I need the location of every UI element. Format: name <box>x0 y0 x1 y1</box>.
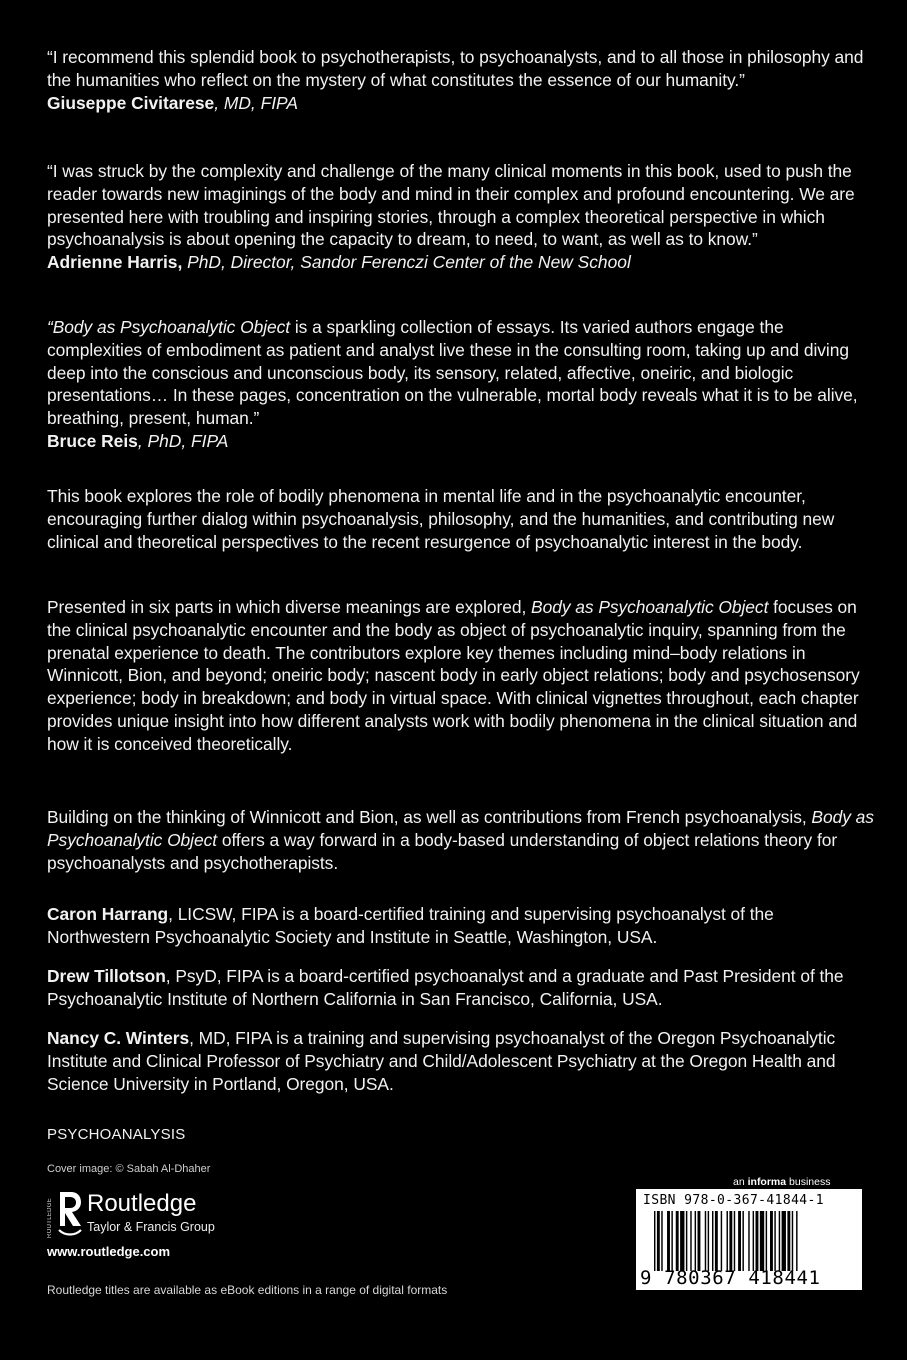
reviewer-credentials: , MD, FIPA <box>214 92 298 113</box>
barcode-bar <box>748 1211 749 1271</box>
barcode-bar <box>796 1211 797 1271</box>
barcode-bar <box>695 1211 696 1271</box>
quote-open: “ <box>47 317 53 337</box>
barcode-bar <box>721 1211 722 1271</box>
author-bio-text <box>47 965 875 1011</box>
barcode-bar <box>680 1211 684 1271</box>
praise-quote-2 <box>47 160 875 274</box>
praise-quote-1 <box>47 46 875 114</box>
barcode-bar <box>770 1211 773 1271</box>
author-name: Nancy C. Winters <box>47 1028 190 1048</box>
text-run: Building on the thinking of Winnicott and Bion, as well as contributions from French psychoanalysis, <box>47 807 812 827</box>
book-title: Body as Psychoanalytic Object <box>47 807 874 850</box>
book-title: Body as Psychoanalytic Object <box>531 597 769 617</box>
ebook-note: Routledge titles are available as eBook editions in a range of digital formats <box>47 1283 448 1297</box>
subject-category: PSYCHOANALYSIS <box>47 1126 186 1143</box>
isbn-digits: 9 780367 418441 <box>640 1267 821 1289</box>
logo-side-text: ROUTLEDGE <box>47 1197 53 1238</box>
text-run: Presented in six parts in which diverse meanings are explored, <box>47 597 532 617</box>
barcode-bar <box>760 1211 764 1271</box>
barcode-bar <box>671 1211 672 1271</box>
cover-credit: Cover image: © Sabah Al-Dhaher <box>47 1163 211 1175</box>
barcode-bar <box>676 1211 679 1271</box>
barcode-bar <box>667 1211 670 1271</box>
author-name: Caron Harrang <box>47 904 169 924</box>
barcode-bar <box>690 1211 691 1271</box>
barcode-bar <box>756 1211 759 1271</box>
isbn-barcode <box>636 1189 862 1290</box>
description-paragraph-3 <box>47 806 875 874</box>
description-paragraph-1 <box>47 485 875 553</box>
barcode-bar <box>774 1211 775 1271</box>
barcode-bar <box>727 1211 728 1271</box>
quote-attribution <box>47 92 875 115</box>
author-bio-1 <box>47 903 875 949</box>
quote-body: is a sparkling collection of essays. Its varied authors engage the complexities of embodiment as patient and analyst live these in the consulting room, taking up and diving deep into the conscious and unconscious body, its sensory, related, affective, oneiric, and biologic presentations… In these pages, concentration on the vulnerable, mortal body reveals what it is to be alive, breathing, present, human.” <box>47 317 858 429</box>
publisher-group: Taylor & Francis Group <box>87 1220 215 1234</box>
informa-prefix: an <box>733 1176 748 1188</box>
barcode-bar <box>753 1211 754 1271</box>
author-name: Drew Tillotson <box>47 966 166 986</box>
informa-tagline <box>733 1176 830 1188</box>
author-bio: , LICSW, FIPA is a board-certified training and supervising psychoanalyst of the Northwestern Psychoanalytic Society and Institute in Seattle, Washington, USA. <box>47 904 774 947</box>
barcode-bar <box>742 1211 743 1271</box>
barcode-bar <box>729 1211 732 1271</box>
barcode-bar <box>782 1211 786 1271</box>
quote-text: “I recommend this splendid book to psychotherapists, to psychoanalysts, and to all those in philosophy and the humanities who reflect on the mystery of what constitutes the essence of our humanity.” <box>47 47 864 90</box>
author-bio-3 <box>47 1027 875 1095</box>
description-text: This book explores the role of bodily phenomena in mental life and in the psychoanalytic encounter, encouraging further dialog within psychoanalysis, philosophy, and the humanities, and contributing new clinical and theoretical perspectives to the recent resurgence of psychoanalytic interest in the body. <box>47 486 835 552</box>
barcode-bar <box>654 1211 655 1271</box>
barcode-bar <box>766 1211 767 1271</box>
quote-attribution <box>47 251 875 274</box>
quote-book-title: Body as Psychoanalytic Object <box>52 317 291 337</box>
praise-quote-3 <box>47 316 875 453</box>
publisher-website[interactable]: www.routledge.com <box>47 1244 171 1259</box>
barcode-bar <box>657 1211 660 1271</box>
barcode-bar <box>787 1211 790 1271</box>
quote-text <box>47 316 875 430</box>
barcode-bar <box>712 1211 713 1271</box>
informa-brand: informa <box>747 1176 787 1188</box>
reviewer-credentials: , PhD, FIPA <box>137 430 229 451</box>
barcode-bar <box>792 1211 793 1271</box>
reviewer-name: Giuseppe Civitarese <box>47 92 215 113</box>
reviewer-name: Bruce Reis <box>47 430 138 451</box>
barcode-bar <box>708 1211 709 1271</box>
barcode-bar <box>661 1211 662 1271</box>
text-run: focuses on the clinical psychoanalytic encounter and the body as object of psychoanalytic inquiry, spanning from the prenatal experience to death. The contributors explore key themes including mind–body relations in Winnicott, Bion, and beyond; oneiric body; nascent body in early object relations; body and psychosensory experience; body in breakdown; and body in virtual space. With clinical vignettes throughout, each chapter provides unique insight into how different analysts work with bodily phenomena in the clinical situation and how it is conceived theoretically. <box>47 597 860 754</box>
barcode-bar <box>715 1211 718 1271</box>
routledge-r-icon <box>57 1190 83 1238</box>
barcode-bar <box>698 1211 701 1271</box>
barcode-bar <box>705 1211 706 1271</box>
author-bio: , MD, FIPA is a training and supervising psychoanalyst of the Oregon Psychoanalytic Institute and Clinical Professor of Psychiatry and Child/Adolescent Psychiatry at the Oregon Health and Science University in Portland, Oregon, USA. <box>47 1028 836 1094</box>
reviewer-name: Adrienne Harris, <box>47 252 183 273</box>
quote-text: “I was struck by the complexity and challenge of the many clinical moments in this book, used to push the reader towards new imaginings of the body and mind in their complex and profound encountering. We are presented here with troubling and inspiring stories, through a complex theoretical perspective in which psychoanalysis is about opening the capacity to dream, to need, to want, as well as to know.” <box>47 161 855 250</box>
barcode-bars <box>654 1211 854 1271</box>
barcode-bar <box>738 1211 741 1271</box>
text-run: offers a way forward in a body-based understanding of object relations theory for psychoanalysts and psychotherapists. <box>47 829 838 873</box>
author-bio: , PsyD, FIPA is a board-certified psychoanalyst and a graduate and Past President of the Psychoanalytic Institute of Northern California in San Francisco, California, USA. <box>47 966 844 1009</box>
barcode-bar <box>734 1211 735 1271</box>
description-text <box>47 806 875 874</box>
author-bio-text <box>47 903 875 949</box>
author-bio-text <box>47 1027 875 1095</box>
isbn-label: ISBN 978-0-367-41844-1 <box>643 1193 824 1208</box>
informa-suffix: business <box>786 1176 831 1188</box>
barcode-bar <box>686 1211 687 1271</box>
reviewer-credentials: PhD, Director, Sandor Ferenczi Center of the New School <box>182 252 631 273</box>
routledge-logo <box>47 1190 247 1240</box>
author-bio-2 <box>47 965 875 1011</box>
publisher-name: Routledge <box>87 1190 197 1217</box>
description-text <box>47 596 875 756</box>
description-paragraph-2 <box>47 596 875 756</box>
barcode-bar <box>779 1211 780 1271</box>
quote-attribution <box>47 430 875 453</box>
